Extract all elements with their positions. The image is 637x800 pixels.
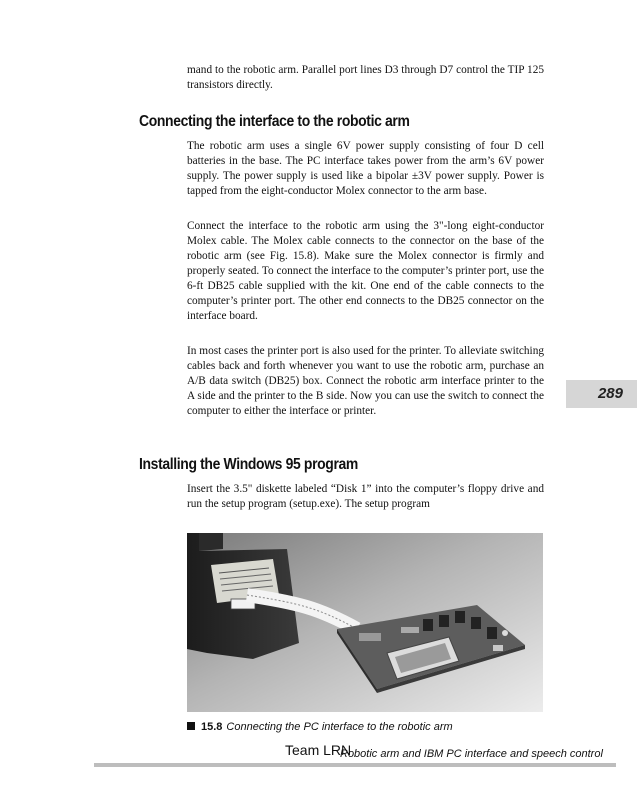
figure-number: 15.8 xyxy=(201,721,223,733)
paragraph-printer-port: In most cases the printer port is also used for the printer. To alleviate switching cables back and forth whenever you want to use the robotic arm, purchase an A/B data switch (DB25) box. Connect the robotic arm interface printer to the A side and the printer to the B side. Now you can use the switch to connect the computer to either the interface or printer. xyxy=(187,345,544,417)
section-heading-connecting: Connecting the interface to the robotic arm xyxy=(139,113,410,130)
paragraph-install-diskette: Insert the 3.5" diskette labeled “Disk 1” into the computer’s floppy drive and run the setup program (setup.exe). The setup program xyxy=(187,483,544,510)
footer-rule xyxy=(94,763,616,767)
footer-running-title: Robotic arm and IBM PC interface and speech control xyxy=(340,748,603,760)
intro-paragraph: mand to the robotic arm. Parallel port lines D3 through D7 control the TIP 125 transistors directly. xyxy=(187,64,544,91)
paragraph-connect-interface: Connect the interface to the robotic arm using the 3"-long eight-conductor Molex cable. The Molex cable connects to the connector on the base of the robotic arm (see Fig. 15.8). Make sure the Molex connector is firmly and properly seated. To connect the interface to the computer’s printer port, use the 6-ft DB25 cable supplied with the kit. One end of the cable connects to the computer’s printer port. The other end connects to the DB25 connector on the interface board. xyxy=(187,220,544,322)
figure-caption xyxy=(187,721,453,733)
paragraph-power-supply: The robotic arm uses a single 6V power supply consisting of four D cell batteries in the base. The PC interface takes power from the arm’s 6V power supply. The power supply is used like a bipolar ±3V power supply. Power is tapped from the eight-conductor Molex connector to the arm base. xyxy=(187,140,544,197)
caption-square-icon xyxy=(187,722,195,730)
figure-photo xyxy=(187,533,543,712)
interface-board-photo xyxy=(187,533,543,712)
footer-source-tag: Team LRN xyxy=(285,742,352,758)
figure-caption-text: Connecting the PC interface to the robotic arm xyxy=(226,721,453,733)
section-heading-installing: Installing the Windows 95 program xyxy=(139,456,358,473)
page-number-tab xyxy=(566,380,637,408)
page-number: 289 xyxy=(597,385,623,402)
